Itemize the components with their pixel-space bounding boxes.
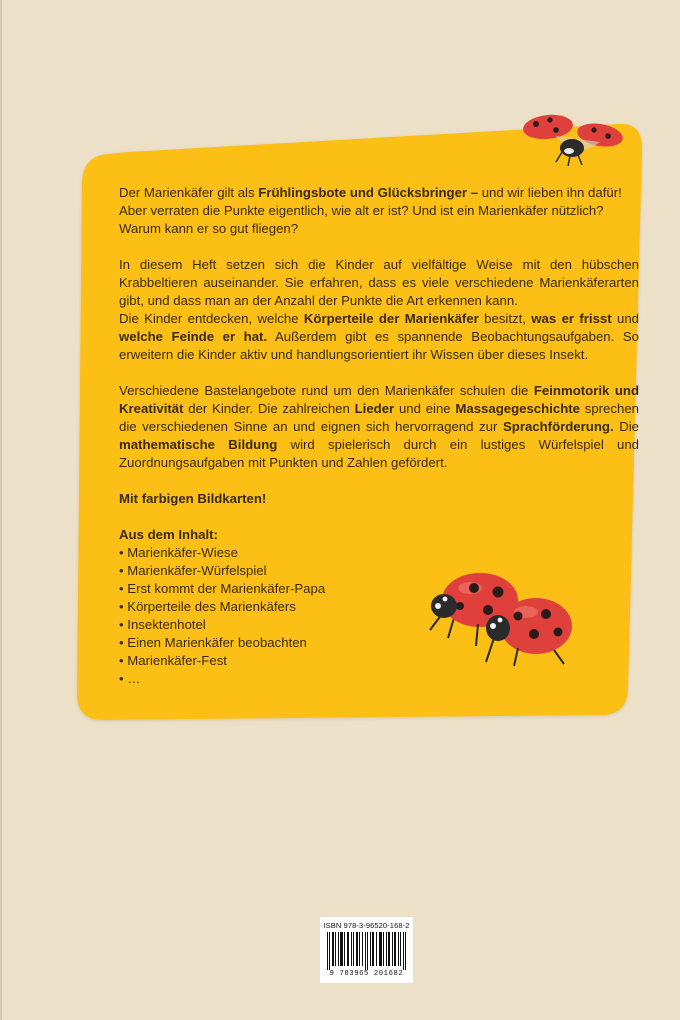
list-item: • Körperteile des Marienkäfers	[119, 599, 296, 614]
text-run: Der Marienkäfer gilt als	[119, 185, 259, 200]
bold-run: Lieder	[354, 401, 395, 416]
bold-run: Massagegeschichte	[455, 401, 580, 416]
text-run: besitzt,	[478, 311, 532, 326]
list-item: • …	[119, 671, 141, 686]
flying-ladybug-illustration	[516, 110, 628, 172]
paragraph-2	[119, 256, 639, 364]
bold-run: welche Feinde er hat.	[119, 329, 268, 344]
bold-run: was er frisst	[531, 311, 612, 326]
contents-list	[119, 526, 639, 688]
intro-paragraph	[119, 184, 639, 238]
text-run: wird spielerisch durch ein lustiges Würfelspiel und Zuordnungsaufgaben mit Punkten und Zahlen gefördert.	[119, 437, 639, 470]
barcode-bars	[324, 932, 409, 970]
contents-heading: Aus dem Inhalt:	[119, 527, 218, 542]
contents-items	[119, 544, 639, 688]
list-item: • Insektenhotel	[119, 617, 206, 632]
bold-run: Feinmotorik und Kreativität	[119, 383, 639, 416]
paragraph-3	[119, 382, 639, 472]
bold-run: mathematische Bildung	[119, 437, 278, 452]
list-item: • Einen Marienkäfer beobachten	[119, 635, 307, 650]
description-text	[119, 184, 639, 688]
bildkarten-text: Mit farbigen Bildkarten!	[119, 491, 267, 506]
text-run: und eine	[394, 401, 456, 416]
text-run: sprechen die verschiedenen Sinne an und eignen sich hervorragend zur	[119, 401, 639, 434]
text-run: und wir lieben ihn dafür! Aber verraten die Punkte eigentlich, wie alt er ist? Und ist ein Marienkäfer nützlich? Warum kann er so gut fliegen?	[119, 185, 622, 236]
barcode	[320, 917, 413, 983]
list-item: • Marienkäfer-Wiese	[119, 545, 238, 560]
text-run: Die	[613, 419, 639, 434]
bold-run: Sprachförderung.	[502, 419, 614, 434]
isbn-text: ISBN 978-3-96520-168-2	[323, 921, 410, 930]
bold-run: Frühlingsbote und Glücksbringer –	[258, 185, 479, 200]
text-run: Die Kinder entdecken, welche	[119, 311, 304, 326]
text-run: Außerdem gibt es spannende Beobachtungsaufgaben. So erweitern die Kinder aktiv und handlungsorientiert ihr Wissen über dieses Insekt.	[119, 329, 639, 362]
barcode-digits: 9 783965 201682	[329, 970, 404, 978]
text-run: der Kinder. Die zahlreichen	[183, 401, 355, 416]
list-item: • Erst kommt der Marienkäfer-Papa	[119, 581, 326, 596]
bildkarten-note	[119, 490, 639, 508]
text-run: Verschiedene Bastelangebote rund um den Marienkäfer schulen die	[119, 383, 534, 398]
text-run: In diesem Heft setzen sich die Kinder auf vielfältige Weise mit den hübschen Krabbeltieren auseinander. Sie erfahren, dass es viele verschiedene Marienkäferarten gibt, und dass man an der Anzahl der Punkte die Art erkennen kann.	[119, 257, 639, 308]
bold-run: Körperteile der Marienkäfer	[303, 311, 479, 326]
list-item: • Marienkäfer-Fest	[119, 653, 227, 668]
list-item: • Marienkäfer-Würfelspiel	[119, 563, 267, 578]
text-run: und	[611, 311, 640, 326]
